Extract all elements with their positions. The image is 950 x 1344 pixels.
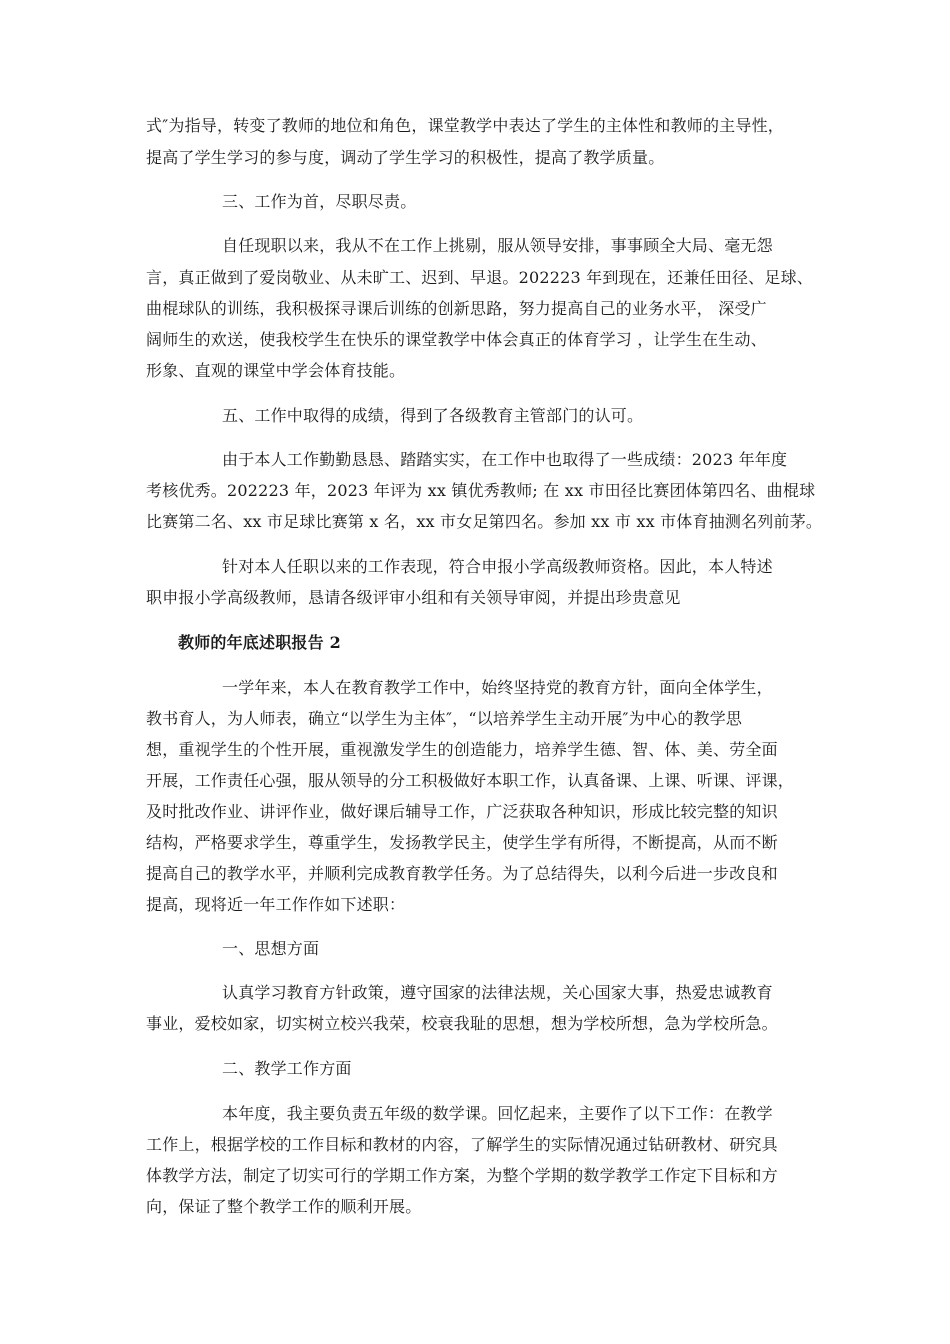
section-heading-1: 一、思想方面 <box>222 939 320 958</box>
paragraph-line: 曲棍球队的训练，我积极探寻课后训练的创新思路，努力提高自己的业务水平， 深受广 <box>146 299 767 318</box>
paragraph-line: 提高，现将近一年工作作如下述职： <box>146 895 406 914</box>
paragraph-line: 比赛第二名、xx 市足球比赛第 x 名，xx 市女足第四名。参加 xx 市 xx 市体育抽测名列前茅。 <box>146 512 823 531</box>
paragraph-line: 想，重视学生的个性开展，重视激发学生的创造能力，培养学生德、智、体、美、劳全面 <box>146 740 778 759</box>
paragraph-line: 式″为指导，转变了教师的地位和角色，课堂教学中表达了学生的主体性和教师的主导性， <box>146 116 784 135</box>
section-heading-5: 五、工作中取得的成绩，得到了各级教育主管部门的认可。 <box>222 406 644 425</box>
report-title-2: 教师的年底述职报告 2 <box>178 633 341 652</box>
paragraph-line: 开展，工作责任心强，服从领导的分工积极做好本职工作，认真备课、上课、听课、评课， <box>146 771 795 790</box>
section-heading-2: 二、教学工作方面 <box>222 1059 352 1078</box>
paragraph-line: 教书育人，为人师表，确立“以学生为主体″，“以培养学生主动开展″为中心的教学思 <box>146 709 743 728</box>
paragraph-line: 事业，爱校如家，切实树立校兴我荣，校衰我耻的思想，想为学校所想，急为学校所急。 <box>146 1014 778 1033</box>
paragraph-line: 体教学方法，制定了切实可行的学期工作方案，为整个学期的数学教学工作定下目标和方 <box>146 1166 778 1185</box>
paragraph-line: 向，保证了整个教学工作的顺利开展。 <box>146 1197 422 1216</box>
paragraph-line: 由于本人工作勤勤恳恳、踏踏实实，在工作中也取得了一些成绩：2023 年年度 <box>222 450 788 469</box>
paragraph-line: 及时批改作业、讲评作业，做好课后辅导工作，广泛获取各种知识，形成比较完整的知识 <box>146 802 778 821</box>
paragraph-line: 认真学习教育方针政策，遵守国家的法律法规，关心国家大事，热爱忠诚教育 <box>222 983 773 1002</box>
paragraph-line: 形象、直观的课堂中学会体育技能。 <box>146 361 406 380</box>
paragraph-line: 自任现职以来，我从不在工作上挑剔，服从领导安排，事事顾全大局、毫无怨 <box>222 236 773 255</box>
paragraph-line: 阔师生的欢送，使我校学生在快乐的课堂教学中体会真正的体育学习 ，让学生在生动、 <box>146 330 767 349</box>
paragraph-line: 工作上，根据学校的工作目标和教材的内容，了解学生的实际情况通过钻研教材、研究具 <box>146 1135 778 1154</box>
section-heading-3: 三、工作为首，尽职尽责。 <box>222 192 417 211</box>
paragraph-line: 一学年来，本人在教育教学工作中，始终坚持党的教育方针，面向全体学生， <box>222 678 773 697</box>
paragraph-line: 本年度，我主要负责五年级的数学课。回忆起来，主要作了以下工作：在教学 <box>222 1104 773 1123</box>
paragraph-line: 言，真正做到了爱岗敬业、从未旷工、迟到、早退。202223 年到现在，还兼任田径、足球、 <box>146 268 813 287</box>
paragraph-line: 考核优秀。202223 年，2023 年评为 xx 镇优秀教师; 在 xx 市田径比赛团体第四名、曲棍球 <box>146 481 816 500</box>
paragraph-line: 提高自己的教学水平，并顺利完成教育教学任务。为了总结得失，以利今后进一步改良和 <box>146 864 778 883</box>
paragraph-line: 结构，严格要求学生，尊重学生，发扬教学民主，使学生学有所得，不断提高，从而不断 <box>146 833 778 852</box>
paragraph-line: 针对本人任职以来的工作表现，符合申报小学高级教师资格。因此，本人特述 <box>222 557 773 576</box>
paragraph-line: 职申报小学高级教师，恳请各级评审小组和有关领导审阅，并提出珍贵意见 <box>146 588 681 607</box>
paragraph-line: 提高了学生学习的参与度，调动了学生学习的积极性，提高了教学质量。 <box>146 148 665 167</box>
